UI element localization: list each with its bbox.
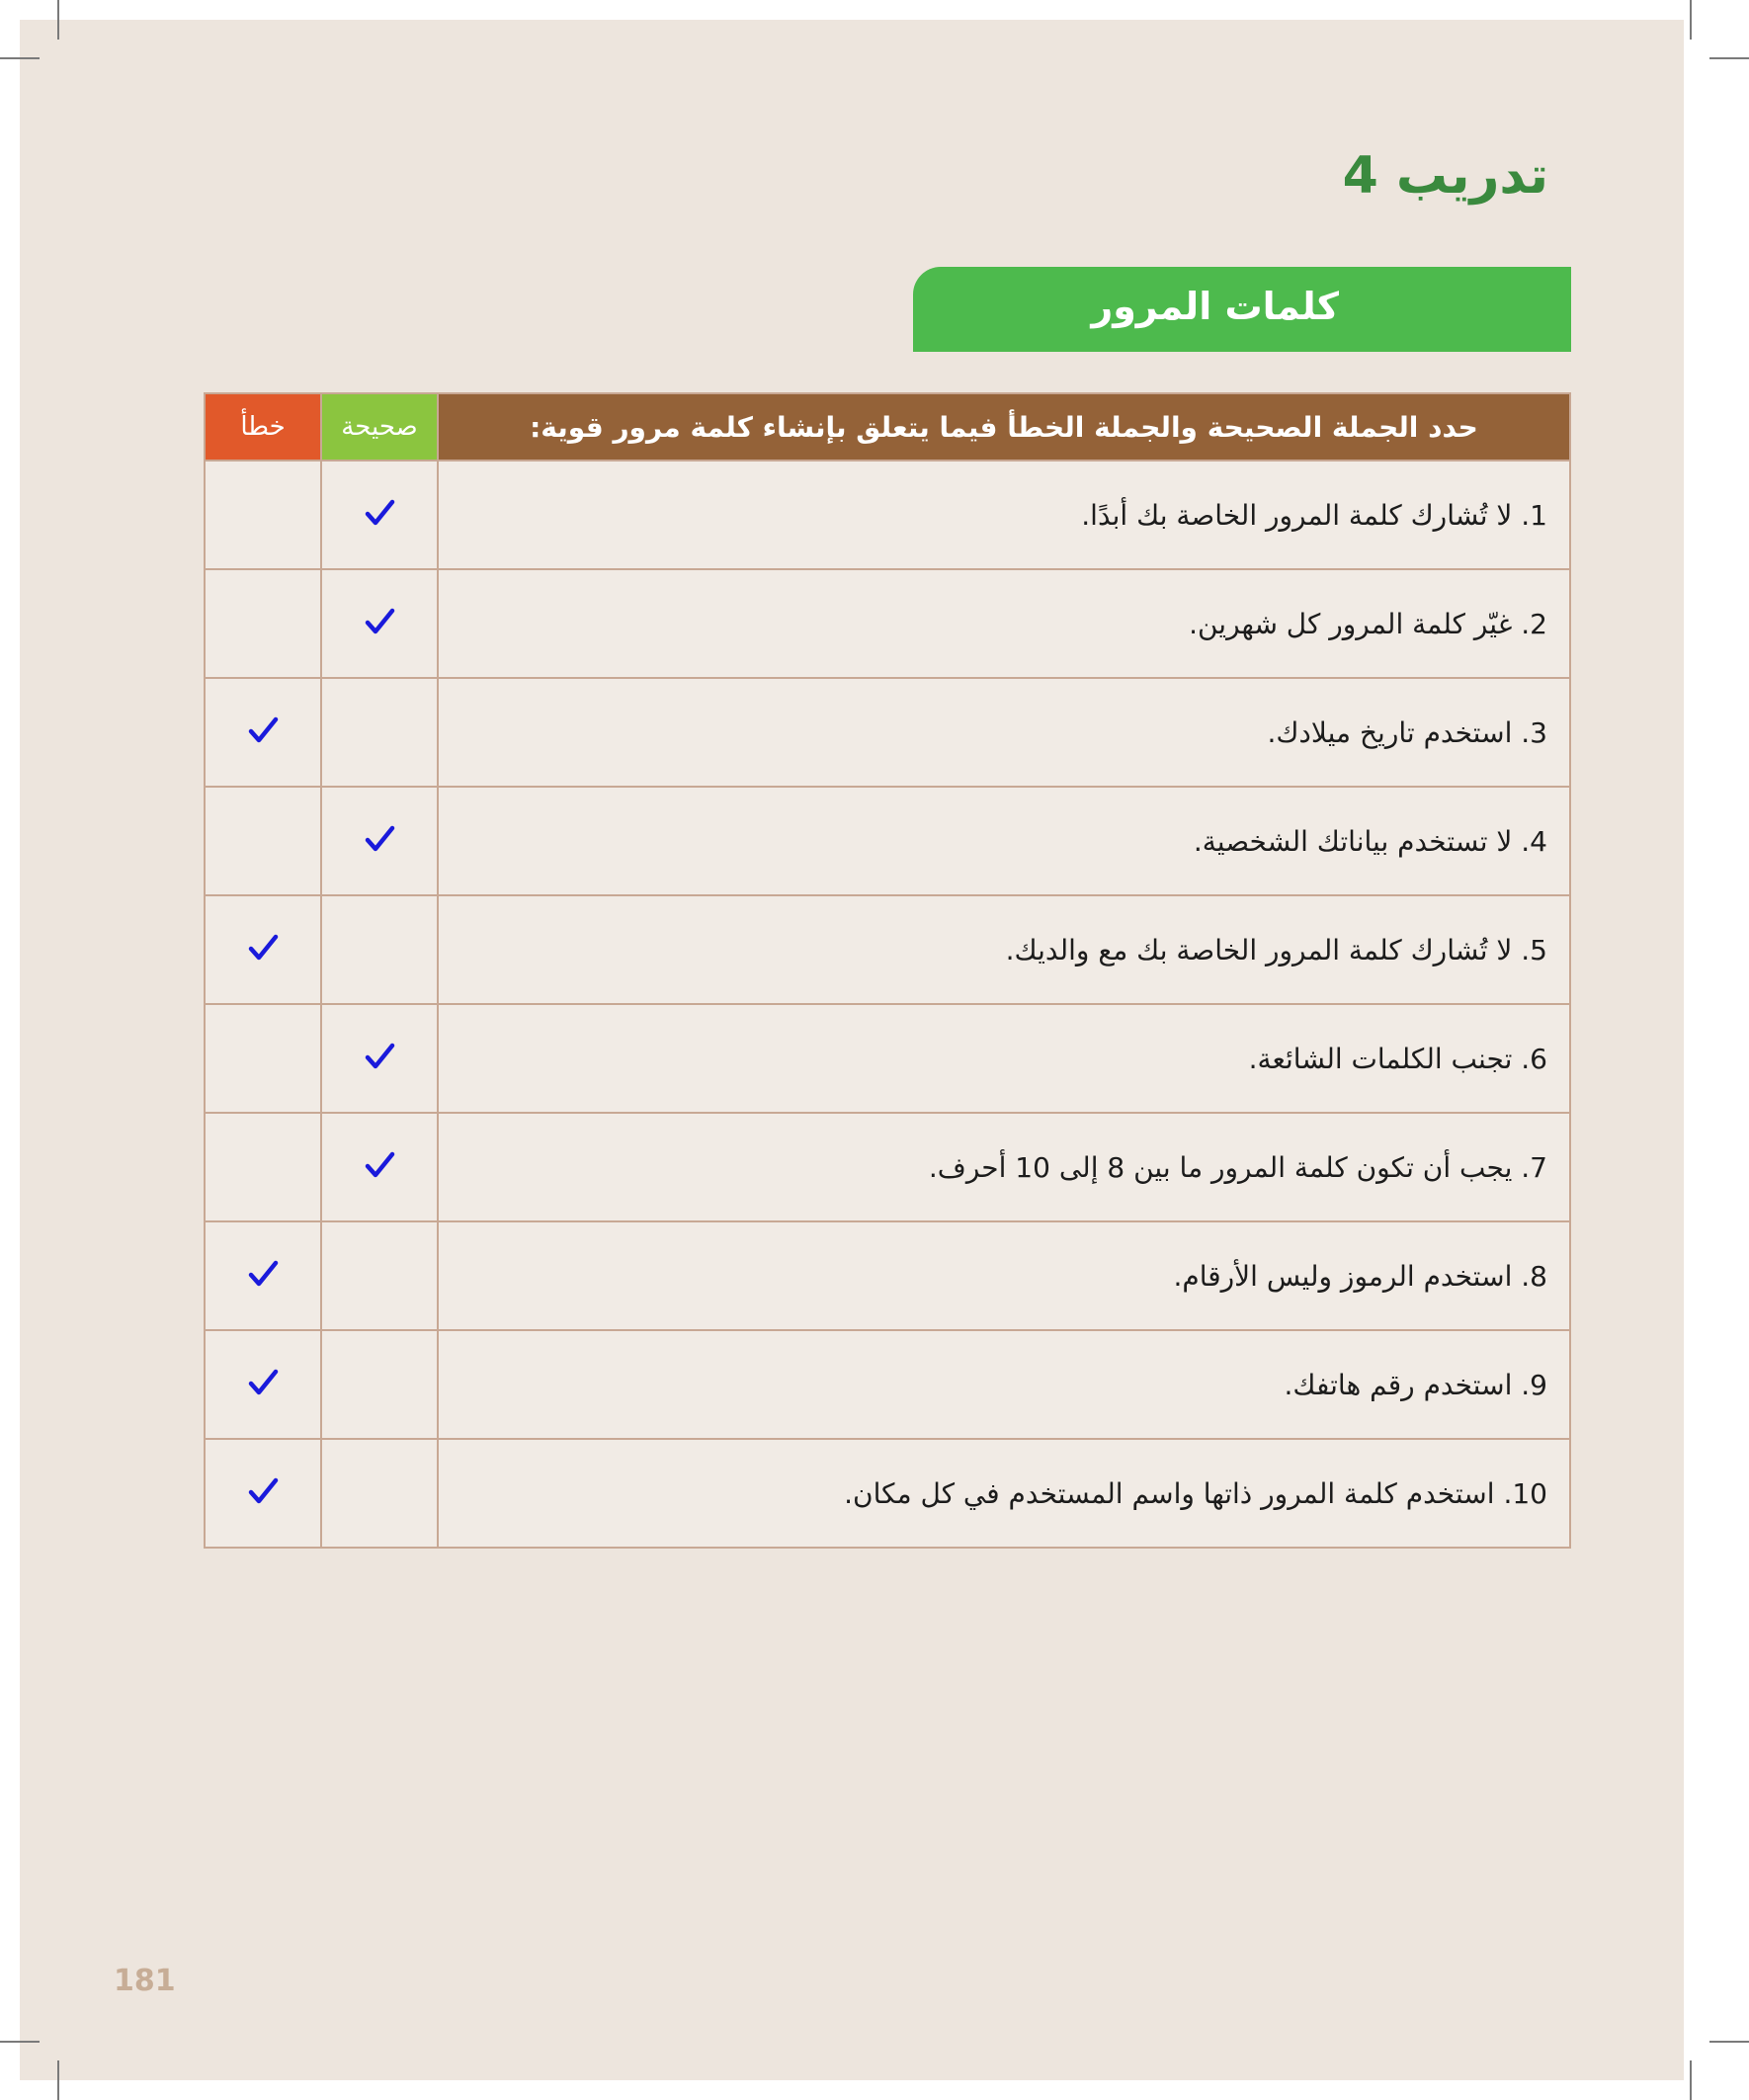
crop-mark: [1709, 57, 1749, 59]
table-row: [205, 787, 1570, 895]
table-row: [205, 1439, 1570, 1548]
statements-body: [205, 461, 1570, 1548]
section-heading: كلمات المرور: [1091, 285, 1339, 328]
correct-cell[interactable]: [321, 1004, 438, 1113]
instruction-header: حدد الجملة الصحيحة والجملة الخطأ فيما يتعلق بإنشاء كلمة مرور قوية:: [438, 393, 1570, 461]
table-row: [205, 1330, 1570, 1439]
page-number: 181: [114, 1964, 176, 1998]
wrong-cell[interactable]: [205, 678, 321, 787]
table-row: [205, 1221, 1570, 1330]
checkmark-icon: [247, 1258, 279, 1290]
crop-mark: [1709, 2041, 1749, 2043]
wrong-cell[interactable]: [205, 1221, 321, 1330]
textbook-page: [20, 20, 1684, 2080]
table-row: [205, 678, 1570, 787]
table-row: [205, 569, 1570, 678]
table-row: [205, 461, 1570, 569]
wrong-cell[interactable]: [205, 1004, 321, 1113]
statement-text: 9. استخدم رقم هاتفك.: [438, 1330, 1570, 1439]
exercise-title: تدريب 4: [1342, 146, 1548, 206]
checkmark-icon: [364, 606, 395, 637]
wrong-cell[interactable]: [205, 1330, 321, 1439]
crop-mark: [57, 2060, 59, 2100]
crop-mark: [1690, 0, 1692, 40]
correct-cell[interactable]: [321, 1330, 438, 1439]
exercise-table: [204, 392, 1571, 1549]
statement-text: 2. غيّر كلمة المرور كل شهرين.: [438, 569, 1570, 678]
table-row: [205, 895, 1570, 1004]
statement-text: 8. استخدم الرموز وليس الأرقام.: [438, 1221, 1570, 1330]
checkmark-icon: [247, 932, 279, 964]
correct-cell[interactable]: [321, 1439, 438, 1548]
table-row: [205, 1004, 1570, 1113]
section-banner: [913, 267, 1571, 352]
correct-cell[interactable]: [321, 1221, 438, 1330]
statement-text: 3. استخدم تاريخ ميلادك.: [438, 678, 1570, 787]
table-row: [205, 1113, 1570, 1221]
checkmark-icon: [247, 1475, 279, 1507]
correct-cell[interactable]: [321, 461, 438, 569]
checkmark-icon: [364, 823, 395, 855]
wrong-cell[interactable]: [205, 895, 321, 1004]
crop-mark: [1690, 2060, 1692, 2100]
correct-cell[interactable]: [321, 787, 438, 895]
wrong-cell[interactable]: [205, 1439, 321, 1548]
wrong-column-header: خطأ: [205, 393, 321, 461]
checkmark-icon: [364, 1041, 395, 1072]
statement-text: 1. لا تُشارك كلمة المرور الخاصة بك أبدًا.: [438, 461, 1570, 569]
crop-mark: [0, 2041, 40, 2043]
crop-mark: [57, 0, 59, 40]
correct-cell[interactable]: [321, 678, 438, 787]
checkmark-icon: [247, 1367, 279, 1398]
correct-cell[interactable]: [321, 895, 438, 1004]
wrong-cell[interactable]: [205, 461, 321, 569]
statement-text: 6. تجنب الكلمات الشائعة.: [438, 1004, 1570, 1113]
wrong-cell[interactable]: [205, 1113, 321, 1221]
wrong-cell[interactable]: [205, 787, 321, 895]
correct-cell[interactable]: [321, 1113, 438, 1221]
statement-text: 4. لا تستخدم بياناتك الشخصية.: [438, 787, 1570, 895]
statement-text: 10. استخدم كلمة المرور ذاتها واسم المستخدم في كل مكان.: [438, 1439, 1570, 1548]
checkmark-icon: [364, 497, 395, 529]
crop-mark: [0, 57, 40, 59]
checkmark-icon: [364, 1149, 395, 1181]
statement-text: 5. لا تُشارك كلمة المرور الخاصة بك مع والديك.: [438, 895, 1570, 1004]
statement-text: 7. يجب أن تكون كلمة المرور ما بين 8 إلى 10 أحرف.: [438, 1113, 1570, 1221]
wrong-cell[interactable]: [205, 569, 321, 678]
correct-cell[interactable]: [321, 569, 438, 678]
correct-column-header: صحيحة: [321, 393, 438, 461]
checkmark-icon: [247, 714, 279, 746]
